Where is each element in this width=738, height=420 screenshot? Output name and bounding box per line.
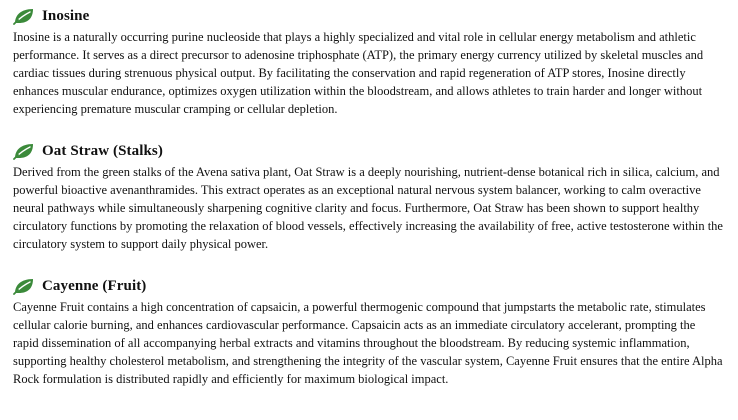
ingredient-title: Inosine: [42, 8, 90, 24]
ingredient-section-inosine: [13, 5, 723, 118]
ingredient-title: Oat Straw (Stalks): [42, 143, 163, 159]
ingredient-section-oat-straw: [13, 140, 723, 253]
ingredient-description: Inosine is a naturally occurring purine nucleoside that plays a highly specialized and vital role in cellular energy metabolism and athletic performance. It serves as a direct precursor to adenosine triphosphate (ATP), the primary energy currency utilized by skeletal muscles and cardiac tissues during strenuous physical output. By facilitating the conservation and rapid regeneration of ATP stores, Inosine directly enhances muscular endurance, optimizes oxygen utilization within the bloodstream, and allows athletes to train harder and longer without experiencing premature muscular cramping or cellular depletion.: [13, 30, 704, 116]
leaf-icon: [13, 277, 35, 295]
ingredient-title: Cayenne (Fruit): [42, 278, 147, 294]
ingredient-section-cayenne: [13, 275, 723, 388]
ingredient-heading: [13, 275, 723, 297]
leaf-icon: [13, 142, 35, 160]
ingredient-description: Cayenne Fruit contains a high concentration of capsaicin, a powerful thermogenic compound that jumpstarts the metabolic rate, stimulates cellular calorie burning, and enhances cardiovascular performance. Capsaicin acts as an immediate circulatory accelerant, prompting the rapid dissemination of all accompanying herbal extracts and vitamins throughout the bloodstream. By reducing systemic inflammation, supporting healthy cholesterol metabolism, and strengthening the integrity of the vascular system, Cayenne Fruit ensures that the entire Alpha Rock formulation is distributed rapidly and efficiently for maximum biological impact.: [13, 300, 723, 386]
leaf-icon: [13, 7, 35, 25]
ingredient-heading: [13, 5, 723, 27]
ingredient-heading: [13, 140, 723, 162]
ingredient-description: Derived from the green stalks of the Avena sativa plant, Oat Straw is a deeply nourishing, nutrient-dense botanical rich in silica, calcium, and powerful bioactive avenanthramides. This extract operates as an exceptional natural nervous system balancer, working to calm overactive neural pathways while simultaneously sharpening cognitive clarity and focus. Furthermore, Oat Straw has been shown to support healthy circulatory functions by promoting the relaxation of blood vessels, effectively increasing the availability of free, active testosterone within the circulatory system to support daily physical power.: [13, 165, 723, 251]
